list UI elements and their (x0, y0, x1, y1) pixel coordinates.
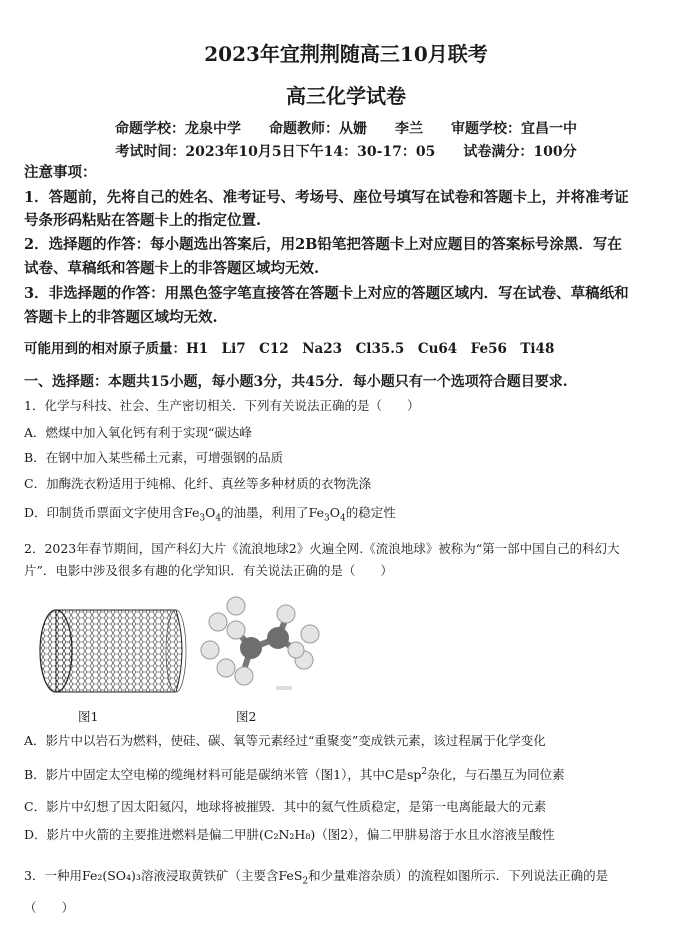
q1-d-sub: 4 (340, 513, 346, 524)
exam-meta-time: 考试时间：2023年10月5日下午14：30-17：05 试卷满分：100分 (115, 144, 577, 160)
q3-text: 和少量难溶杂质）的流程如图所示．下列说法正确的是 (308, 868, 609, 883)
q1-d-sub: 4 (215, 513, 222, 524)
note-1-line-1: 1．答题前，先将自己的姓名、准考证号、考场号、座位号填写在试卷和答题卡上，并将准考证 (24, 189, 629, 206)
q1-option-d (24, 503, 674, 524)
q3-text: 3．一种用 (24, 868, 82, 883)
exam-title: 2023年宜荆荆随高三10月联考 (204, 42, 488, 66)
molecule-model-figure (196, 590, 330, 698)
q2-stem-line-2: 片”．电影中涉及很多有趣的化学知识．有关说法正确的是（ ） (24, 563, 393, 578)
note-1-line-2: 号条形码粘贴在答题卡上的指定位置. (24, 212, 262, 229)
note-3-line-1: 3．非选择题的作答：用黑色签字笔直接答在答题卡上对应的答题区域内．写在试卷、草稿纸和 (24, 285, 629, 302)
q1-d-text: 的稳定性 (345, 505, 396, 520)
q1-option-b: B．在钢中加入某些稀土元素，可增强钢的品质 (24, 450, 284, 465)
q3-sub: 2 (302, 876, 309, 887)
q2-d-text: （图2），偏二甲肼易溶于水且水溶液呈酸性 (315, 827, 555, 842)
q2-option-b (24, 765, 674, 783)
figure-1-caption: 图1 (78, 709, 99, 724)
q1-option-a: A．燃煤中加入氧化钙有利于实现“碳达峰 (24, 425, 252, 440)
q1-d-sub: 3 (324, 513, 330, 524)
q1-d-text: D．印制货币票面文字使用含Fe (24, 505, 200, 520)
q2-b-text: 杂化，与石墨互为同位素 (427, 767, 565, 782)
note-3-line-2: 答题卡上的非答题区域均无效. (24, 309, 218, 326)
q2-b-sup: 2 (421, 766, 428, 777)
q2-stem-line-1: 2．2023年春节期间，国产科幻大片《流浪地球2》火遍全网.《流浪地球》被称为“第一部中国自己的科幻大 (24, 541, 620, 556)
q1-d-text: 的油墨，利用了Fe (221, 505, 325, 520)
note-2-line-1: 2．选择题的作答：每小题选出答案后，用2B铅笔把答题卡上对应题目的答案标号涂黑．写在 (24, 236, 622, 253)
note-2-line-2: 试卷、草稿纸和答题卡上的非答题区域均无效. (24, 260, 320, 277)
q3-answer-parens: （ ） (24, 900, 75, 915)
q3-formula: Fe₂(SO₄)₃ (81, 868, 141, 883)
section-heading: 一、选择题：本题共15小题，每小题3分，共45分．每小题只有一个选项符合题目要求. (24, 374, 568, 390)
q3-stem (24, 866, 674, 887)
q2-option-a: A．影片中以岩石为燃料，使硅、碳、氧等元素经过“重聚变”变成铁元素，该过程属于化学变化 (24, 733, 546, 748)
q1-d-text: O (329, 505, 341, 520)
q2-option-c: C．影片中幻想了因太阳氦闪，地球将被摧毁．其中的氦气性质稳定，是第一电离能最大的元素 (24, 799, 547, 814)
q1-d-sub: 3 (199, 513, 206, 524)
notes-heading: 注意事项： (24, 164, 97, 181)
exam-subtitle: 高三化学试卷 (286, 84, 406, 108)
q1-option-c: C．加酶洗衣粉适用于纯棉、化纤、真丝等多种材质的衣物洗涤 (24, 476, 372, 491)
atomic-masses: 可能用到的相对原子质量：H1 Li7 C12 Na23 Cl35.5 Cu64 Fe56 Ti48 (24, 341, 555, 357)
q2-d-text: D．影片中火箭的主要推进燃料是偏二甲肼 (24, 827, 260, 842)
q1-stem: 1．化学与科技、社会、生产密切相关．下列有关说法正确的是（ ） (24, 398, 420, 413)
q2-d-formula: (C₂N₂H₈) (259, 827, 316, 842)
q2-b-text: B．影片中固定太空电梯的缆绳材料可能是碳纳米管（图1），其中C是sp (24, 767, 422, 782)
figure-2-caption: 图2 (236, 709, 257, 724)
q3-text: 溶液浸取黄铁矿（主要含FeS (140, 868, 303, 883)
q1-d-text: O (205, 505, 216, 520)
carbon-nanotube-figure (36, 600, 192, 702)
exam-meta-authors: 命题学校：龙泉中学 命题教师：从姗 李兰 审题学校：宜昌一中 (115, 121, 577, 137)
q2-option-d (24, 825, 674, 843)
